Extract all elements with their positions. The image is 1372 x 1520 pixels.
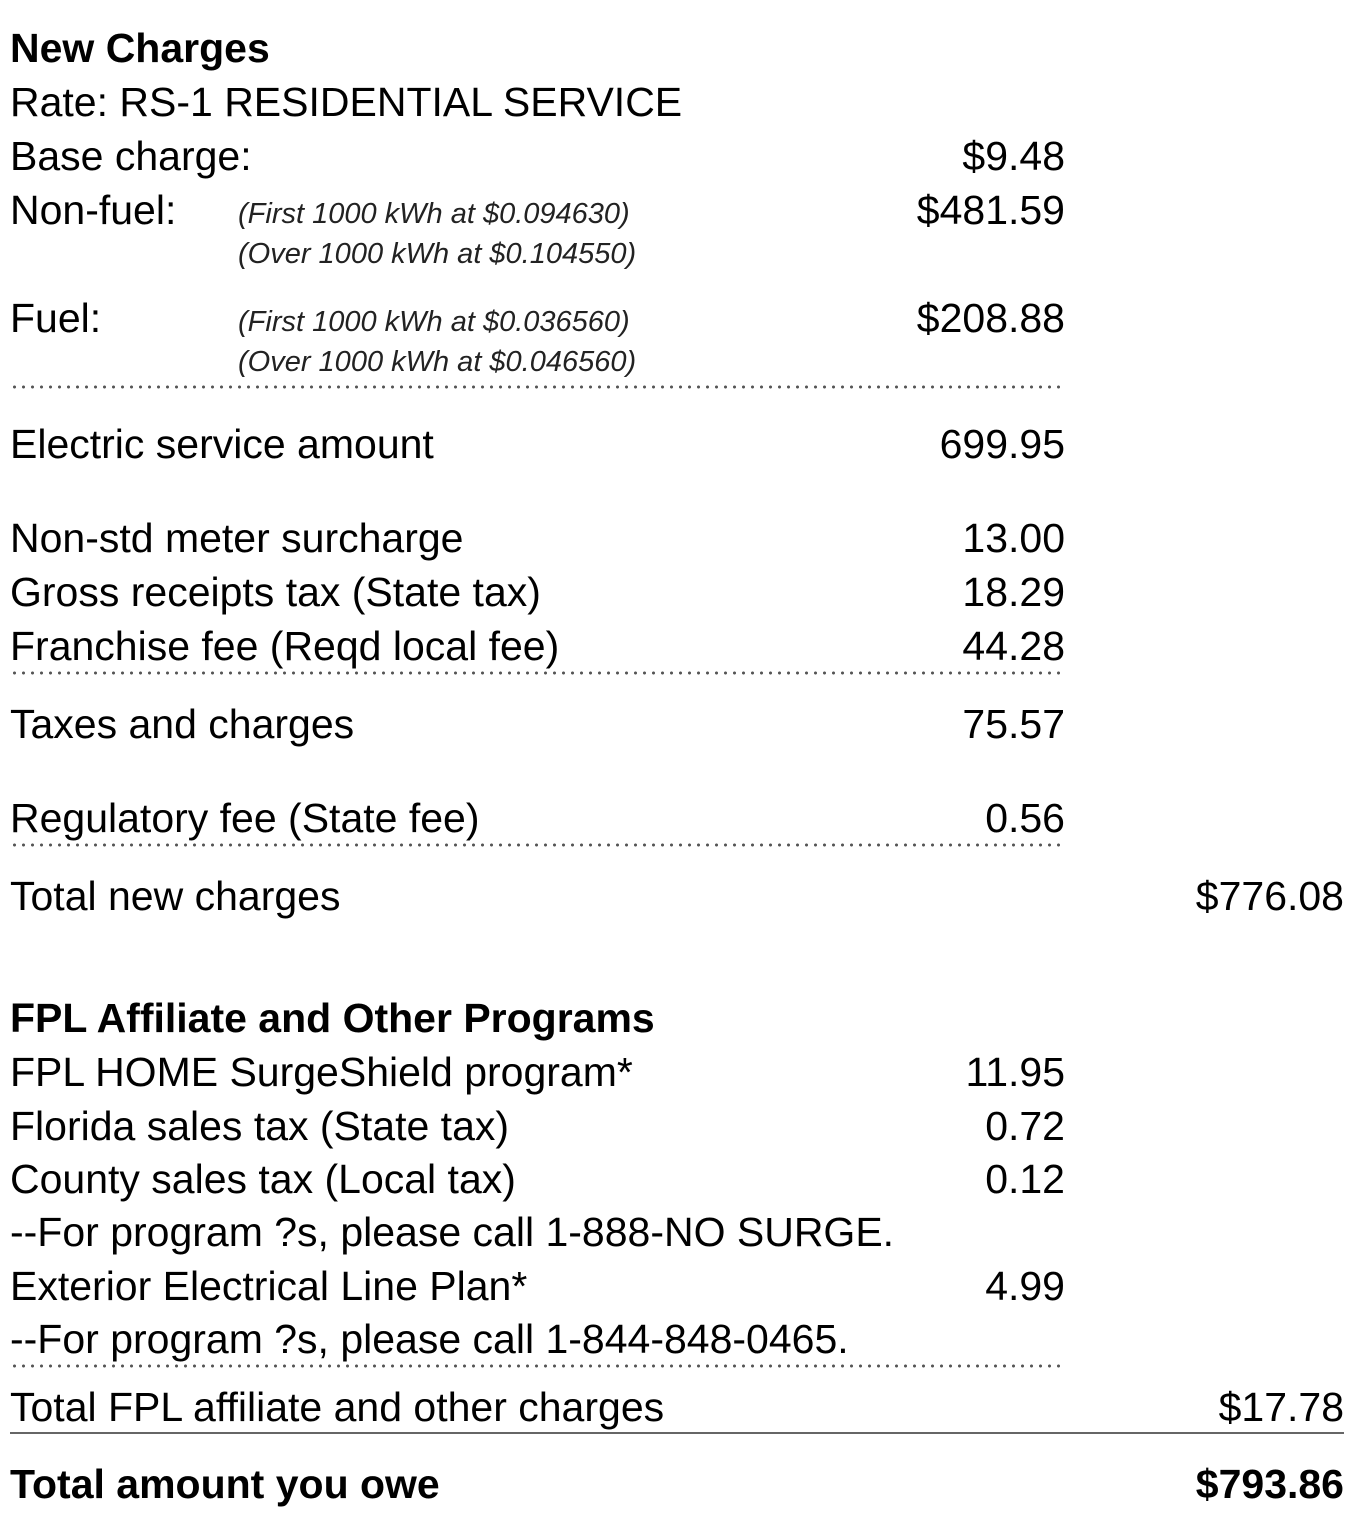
fuel-label: Fuel: (10, 295, 102, 341)
gross-receipts-amount: 18.29 (962, 569, 1065, 615)
total-affiliate-amount: $17.78 (1218, 1384, 1344, 1430)
florida-tax-amount: 0.72 (985, 1103, 1065, 1149)
non-std-meter-label: Non-std meter surcharge (10, 515, 464, 561)
non-fuel-detail-first: (First 1000 kWh at $0.094630) (238, 198, 630, 230)
surgeshield-phone-note: --For program ?s, please call 1-888-NO SURGE. (10, 1209, 895, 1255)
line-plan-phone-note: --For program ?s, please call 1-844-848-0465. (10, 1316, 849, 1362)
non-std-meter-amount: 13.00 (962, 515, 1065, 561)
non-fuel-amount: $481.59 (916, 187, 1065, 233)
county-tax-amount: 0.12 (985, 1156, 1065, 1202)
total-affiliate-label: Total FPL affiliate and other charges (10, 1384, 665, 1430)
grand-total-amount: $793.86 (1195, 1461, 1344, 1507)
county-tax-label: County sales tax (Local tax) (10, 1156, 516, 1202)
surgeshield-label: FPL HOME SurgeShield program* (10, 1049, 633, 1095)
surgeshield-amount: 11.95 (965, 1049, 1065, 1095)
line-plan-label: Exterior Electrical Line Plan* (10, 1263, 528, 1309)
franchise-fee-amount: 44.28 (962, 623, 1065, 669)
total-new-charges-amount: $776.08 (1195, 873, 1344, 919)
non-fuel-detail-over: (Over 1000 kWh at $0.104550) (238, 238, 637, 270)
taxes-charges-label: Taxes and charges (10, 701, 355, 747)
florida-tax-label: Florida sales tax (State tax) (10, 1103, 510, 1149)
grand-total-label: Total amount you owe (10, 1461, 440, 1507)
line-plan-amount: 4.99 (985, 1263, 1065, 1309)
gross-receipts-label: Gross receipts tax (State tax) (10, 569, 541, 615)
affiliate-heading: FPL Affiliate and Other Programs (10, 995, 655, 1041)
dotted-divider (10, 385, 1065, 389)
dotted-divider (10, 671, 1065, 675)
non-fuel-label: Non-fuel: (10, 187, 177, 233)
fuel-amount: $208.88 (916, 295, 1065, 341)
solid-divider (10, 1432, 1344, 1434)
rate-label: Rate: RS-1 RESIDENTIAL SERVICE (10, 79, 683, 125)
base-charge-amount: $9.48 (962, 133, 1065, 179)
fuel-detail-first: (First 1000 kWh at $0.036560) (238, 306, 630, 338)
electric-service-label: Electric service amount (10, 421, 434, 467)
dotted-divider (10, 1364, 1065, 1368)
total-new-charges-label: Total new charges (10, 873, 341, 919)
regulatory-fee-label: Regulatory fee (State fee) (10, 795, 480, 841)
dotted-divider (10, 843, 1065, 847)
taxes-charges-amount: 75.57 (962, 701, 1065, 747)
electric-service-amount: 699.95 (939, 421, 1065, 467)
new-charges-heading: New Charges (10, 25, 270, 71)
base-charge-label: Base charge: (10, 133, 252, 179)
franchise-fee-label: Franchise fee (Reqd local fee) (10, 623, 560, 669)
fuel-detail-over: (Over 1000 kWh at $0.046560) (238, 346, 637, 378)
regulatory-fee-amount: 0.56 (985, 795, 1065, 841)
